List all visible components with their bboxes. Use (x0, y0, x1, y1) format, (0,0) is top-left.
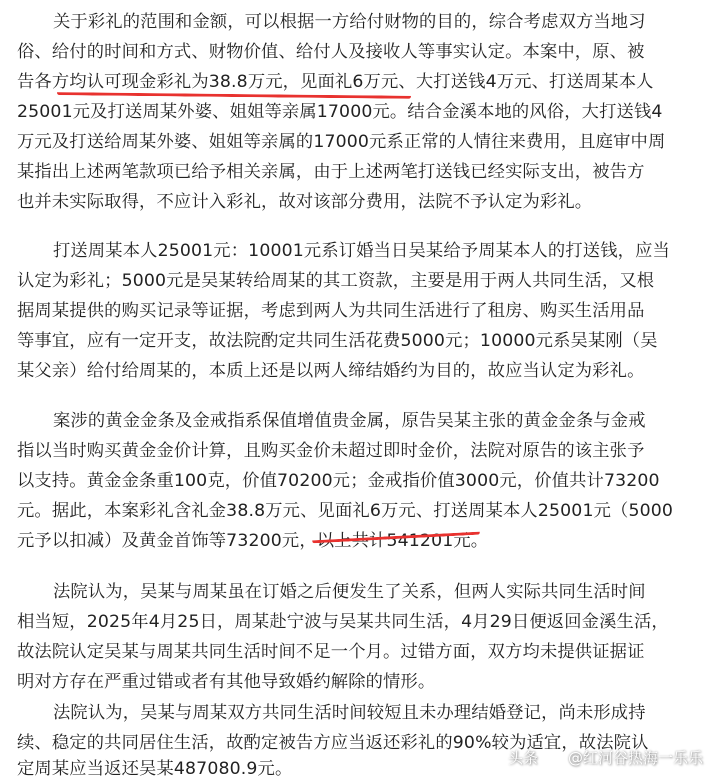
text-line: 相当短，2025年4月25日，周某赴宁波与吴某共同生活，4月29日便返回金溪生活， (17, 612, 669, 632)
text-line: 关于彩礼的范围和金额，可以根据一方给付财物的目的，综合考虑双方当地习 (53, 12, 646, 32)
text-line: 俗、给付的时间和方式、财物价值、给付人及接收人等事实认定。本案中，原、被 (17, 42, 645, 62)
text-line: 认定为彩礼；5000元是吴某转给周某的其工资款，主要是用于两人共同生活，又根 (17, 271, 655, 291)
text-line: 案涉的黄金金条及金戒指系保值增值贵金属，原告吴某主张的黄金金条与金戒 (53, 411, 646, 431)
text-line: 法院认为，吴某与周某双方共同生活时间较短且未办理结婚登记，尚未形成持 (53, 703, 646, 723)
text-line: 某指出上述两笔款项已给予相关亲属，由于上述两笔打送钱已经实际支出，被告方 (17, 162, 645, 182)
text-line: 故法院认定吴某与周某共同生活时间不足一个月。过错方面，双方均未提供证据证 (17, 642, 645, 662)
watermark-label: 头条 (507, 749, 538, 767)
watermark-account: @红河谷热海一乐乐 (567, 749, 703, 767)
text-line: 也并未实际取得，不应计入彩礼，故对该部分费用，法院不予认定为彩礼。 (17, 192, 593, 212)
text-line: 告各方均认可现金彩礼为38.8万元，见面礼6万元、大打送钱4万元、打送周某本人 (17, 72, 654, 92)
text-line: 某父亲）给付给周某的，本质上还是以两人缔结婚约为目的，故应当认定为彩礼。 (17, 361, 645, 381)
text-line: 打送周某本人25001元：10001元系订婚当日吴某给予周某本人的打送钱，应当 (53, 241, 670, 261)
text-line: 法院认为，吴某与周某虽在订婚之后便发生了关系，但两人实际共同生活时间 (53, 582, 646, 602)
text-line: 续、稳定的共同居住生活，故酌定被告方应当返还彩礼的90%较为适宜，故法院认 (17, 733, 649, 753)
text-line: 明对方存在严重过错或者有其他导致婚约解除的情形。 (17, 672, 436, 692)
text-line: 以支持。黄金金条重100克，价值70200元；金戒指价值3000元，价值共计73200 (17, 471, 660, 491)
text-line: 25001元及打送周某外婆、姐姐等亲属17000元。结合金溪本地的风俗，大打送钱4 (17, 102, 663, 122)
text-line: 指以当时购买黄金金价计算，且购买金价未超过即时金价，法院对原告的该主张予 (17, 441, 645, 461)
source-watermark (508, 747, 703, 768)
text-line: 等事宜，应有一定开支，故法院酌定共同生活花费5000元；10000元系吴某刚（吴 (17, 331, 658, 351)
text-line: 定周某应当返还吴某487080.9元。 (17, 759, 293, 779)
text-line: 元。据此，本案彩礼含礼金38.8万元、见面礼6万元、打送周某本人25001元（5000 (17, 501, 674, 521)
toutiao-logo-icon (544, 748, 564, 768)
text-line: 据周某提供的购买记录等证据，考虑到两人为共同生活进行了租房、购买生活用品 (17, 301, 645, 321)
text-line: 元予以扣减）及黄金首饰等73200元，以上共计541201元。 (17, 531, 489, 551)
text-line: 万元及打送给周某外婆、姐姐等亲属的17000元系正常的人情往来费用，且庭审中周 (17, 132, 666, 152)
